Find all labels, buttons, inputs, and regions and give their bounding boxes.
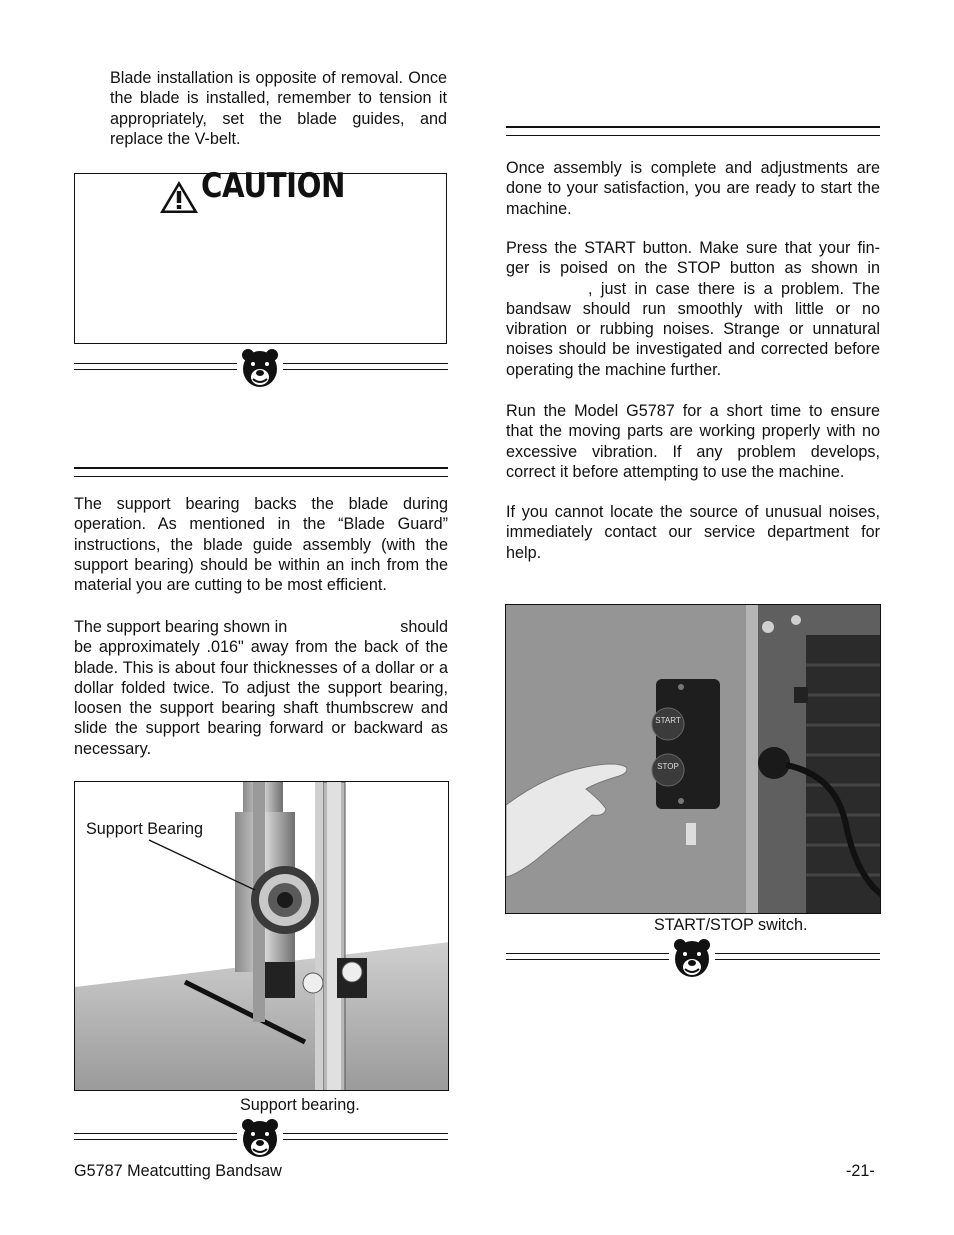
bear-logo-icon	[672, 938, 712, 980]
start-paragraph-4: If you cannot locate the source of unusual noises, immediately contact our service department for help.	[506, 503, 880, 562]
caution-title: CAUTION	[201, 166, 346, 206]
support-bearing-caption: Support bearing.	[240, 1096, 360, 1114]
start-button: START	[655, 716, 681, 725]
bear-logo-icon	[240, 1118, 280, 1160]
start-paragraph-2-rest: bandsaw should run smoothly with little or no vibration or rubbing noises. Strange or unnatural noises should be investigated and corrected before operating the machine further.	[506, 299, 880, 379]
start-paragraph-1: Once assembly is complete and adjustments are done to your satisfaction, you are ready to start the machine.	[506, 159, 880, 218]
support-bearing-paragraph-1: The support bearing backs the blade during operation. As mentioned in the “Blade Guard” instructions, the blade guide assembly (with the support bearing) should be within an inch from the material you are cutting to be most efficient.	[74, 495, 448, 595]
support-bearing-paragraph-2	[74, 617, 448, 759]
caution-box	[74, 166, 447, 344]
footer-model: G5787 Meatcutting Bandsaw	[74, 1162, 282, 1180]
section-divider-left	[506, 953, 669, 960]
blade-installation-paragraph: Blade installation is opposite of removal. Once the blade is installed, remember to tension it appropriately, set the blade guides, and replace the V-belt.	[110, 69, 447, 148]
start-line-1: Press the START button. Make sure that your fin-	[506, 239, 880, 257]
support-bearing-callout: Support Bearing	[86, 820, 203, 838]
section-divider-left	[74, 363, 237, 370]
support-bearing-line-start: The support bearing shown in	[74, 618, 288, 636]
section-divider-right	[283, 363, 448, 370]
stop-button: STOP	[657, 762, 679, 771]
support-bearing-paragraph-rest: be approximately .016" away from the back of the blade. This is about four thicknesses of a dollar or a dollar folded twice. To adjust the support bearing, loosen the support bearing shaft thumbscrew and slide the support bearing forward or backward as necessary.	[74, 638, 448, 758]
bear-logo-icon	[240, 348, 280, 390]
switch-panel-illustration	[506, 605, 881, 914]
start-paragraph-3: Run the Model G5787 for a short time to ensure that the moving parts are working properly with no excessive vibration. If any problem develops, correct it before attempting to use the machine.	[506, 402, 880, 481]
start-paragraph-2	[506, 238, 880, 380]
section-divider-left	[74, 1133, 237, 1140]
section-divider-right	[715, 953, 880, 960]
warning-triangle-icon	[159, 180, 199, 214]
support-bearing-line-end: should	[400, 618, 448, 636]
start-line-2: ger is poised on the STOP button as shown in	[506, 259, 880, 278]
start-stop-switch-caption: START/STOP switch.	[654, 916, 808, 934]
support-bearing-photo	[74, 781, 449, 1091]
section-header-rule	[506, 126, 880, 136]
section-header-rule	[74, 467, 448, 477]
start-stop-switch-photo	[505, 604, 881, 914]
start-line-3: , just in case there is a problem. The	[588, 279, 880, 298]
section-divider-right	[283, 1133, 448, 1140]
footer-page-number: -21-	[846, 1162, 875, 1180]
